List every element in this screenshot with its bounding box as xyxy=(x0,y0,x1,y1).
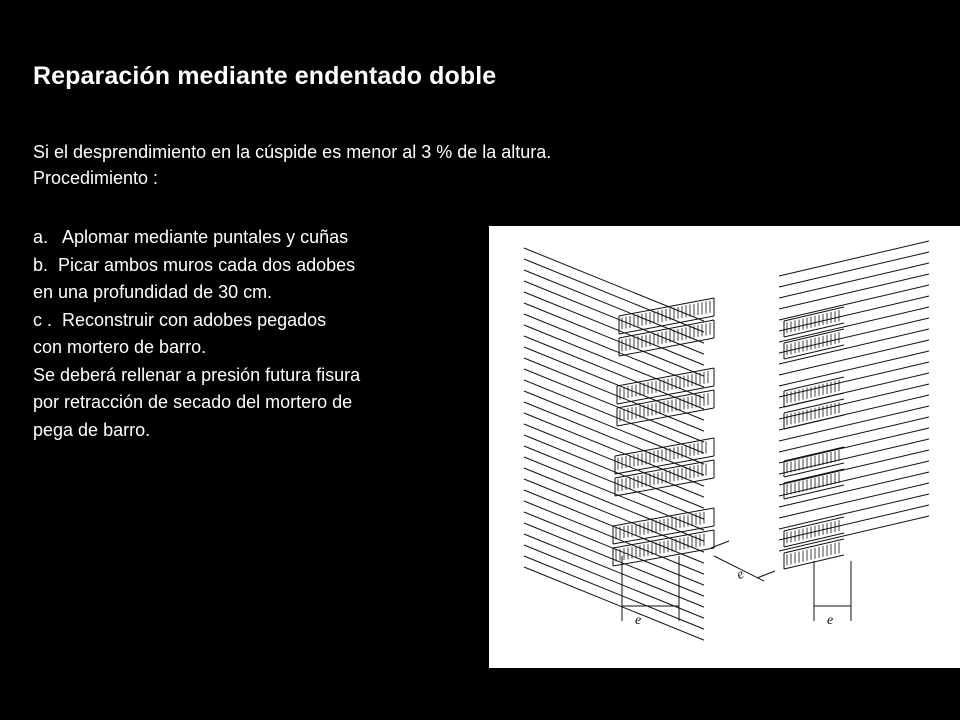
procedure-steps xyxy=(33,224,360,444)
note-line-2: por retracción de secado del mortero de xyxy=(33,392,353,412)
step-b: b. Picar ambos muros cada dos adobes xyxy=(33,254,356,275)
step-c-continued: con mortero de barro. xyxy=(33,337,207,357)
intro-text xyxy=(33,139,551,191)
dimension-label-diagonal: e xyxy=(734,566,747,583)
intro-line: Si el desprendimiento en la cúspide es menor al 3 % de la altura. xyxy=(33,142,552,162)
step-a: a. Aplomar mediante puntales y cuñas xyxy=(33,227,349,247)
slide-title: Reparación mediante endentado doble xyxy=(33,62,497,90)
note-line-1: Se deberá rellenar a presión futura fisura xyxy=(33,364,361,385)
toothing-diagram xyxy=(489,226,960,668)
toothing-diagram-drawing xyxy=(489,226,960,668)
step-c: c . Reconstruir con adobes pegados xyxy=(33,309,327,330)
step-b-continued: en una profundidad de 30 cm. xyxy=(33,282,273,302)
procedure-label: Procedimiento : xyxy=(33,168,159,188)
note-line-3: pega de barro. xyxy=(33,419,151,440)
dimension-label-right: e xyxy=(827,613,834,628)
dimension-label-left: e xyxy=(635,613,642,628)
